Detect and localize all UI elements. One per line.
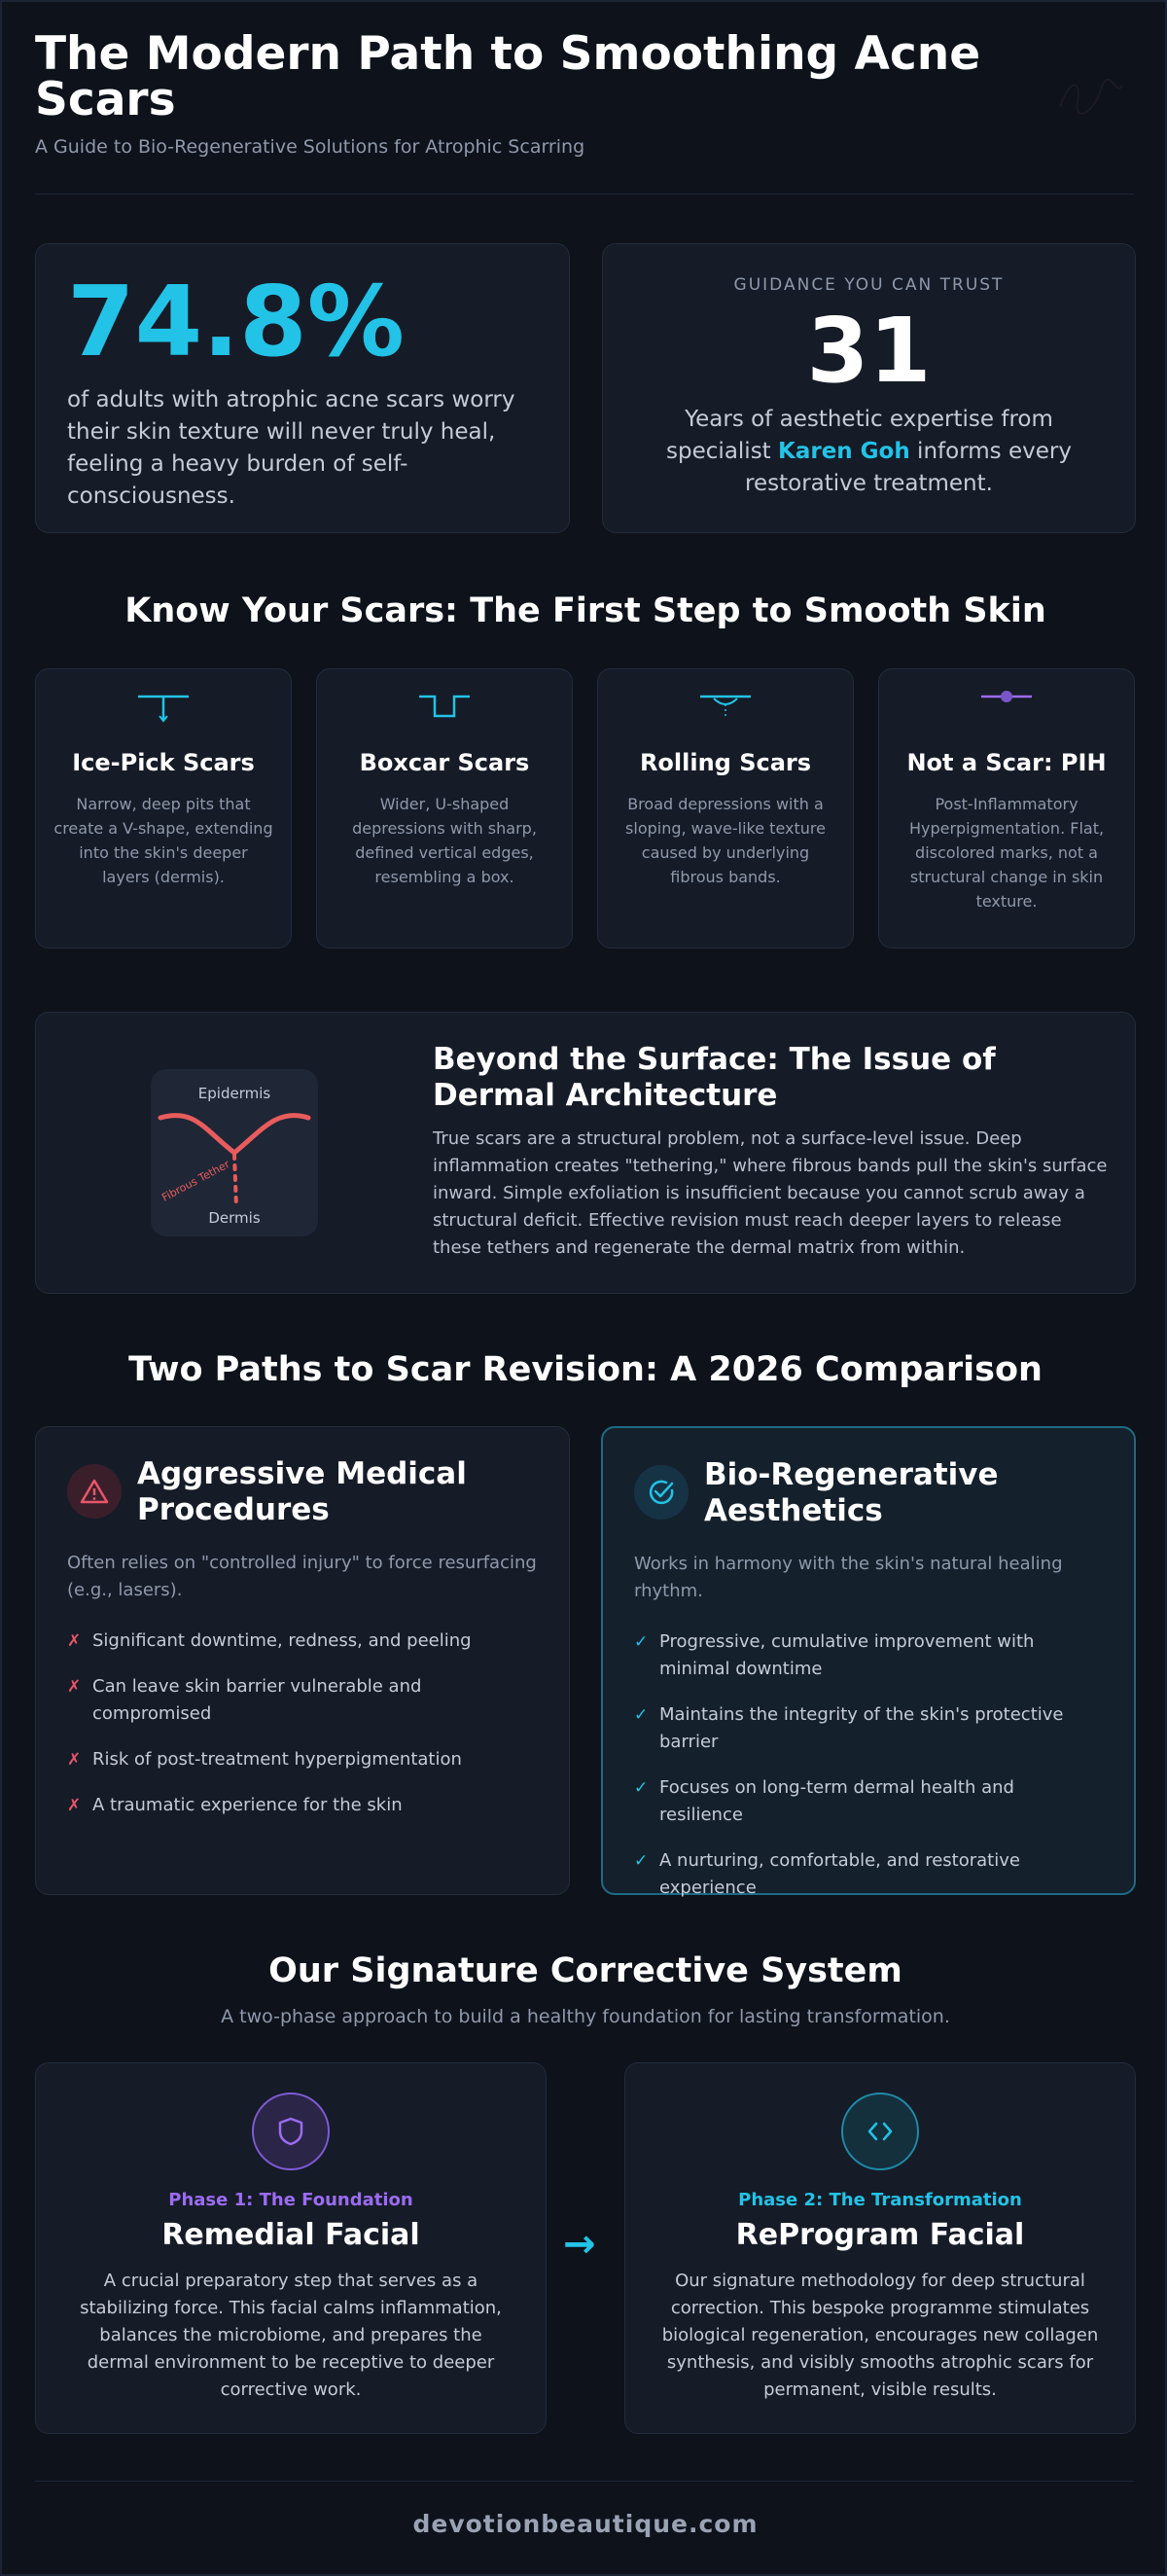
scars-section-title: Know Your Scars: The First Step to Smooth Skin <box>124 591 1046 630</box>
header <box>35 27 1134 158</box>
page-title: The Modern Path to Smoothing Acne Scars <box>35 27 981 126</box>
scar-card-ice-pick <box>35 668 292 948</box>
dermal-diagram <box>151 1069 318 1236</box>
check-mark-icon: ✓ <box>634 1778 649 1798</box>
page-subtitle: A Guide to Bio-Regenerative Solutions for Atrophic Scarring <box>35 136 585 158</box>
phase-title: Remedial Facial <box>161 2218 420 2252</box>
check-mark-icon: ✓ <box>634 1632 649 1652</box>
stat-card-concern <box>35 243 570 533</box>
system-title: Our Signature Corrective System <box>268 1951 902 1990</box>
phase-title: ReProgram Facial <box>735 2218 1025 2252</box>
arrow-right-icon: → <box>563 2222 596 2267</box>
pih-dot-icon <box>977 689 1036 728</box>
stat-description: of adults with atrophic acne scars worry their skin texture will never truly heal, feeling a heavy burden of self-consciousness. <box>67 387 515 509</box>
cross-mark-icon: ✗ <box>67 1631 82 1651</box>
list-item: ✗ Can leave skin barrier vulnerable and compromised <box>67 1673 538 1728</box>
comparison-right-title: Bio-Regenerative Aesthetics <box>704 1457 999 1528</box>
list-item: ✓ Maintains the integrity of the skin's protective barrier <box>634 1701 1103 1756</box>
comparison-aggressive-card <box>35 1426 570 1895</box>
scar-description: Broad depressions with a sloping, wave-like texture caused by underlying fibrous bands. <box>625 795 826 886</box>
tether-label: Fibrous Tether <box>159 1158 232 1204</box>
list-item: ✗ Significant downtime, redness, and peeling <box>67 1628 538 1655</box>
specialist-name: Karen Goh <box>778 439 910 464</box>
signature-logo-icon <box>1052 68 1130 126</box>
scar-description: Narrow, deep pits that create a V-shape, extending into the skin's deeper layers (dermis). <box>53 795 273 886</box>
phase-text: A crucial preparatory step that serves as a stabilizing force. This facial calms inflammation, balances the microbiome, and prepares the dermal environment to be receptive to deeper corrective work. <box>80 2271 502 2400</box>
phase-text: Our signature methodology for deep structural correction. This bespoke programme stimulates biological regeneration, encourages new collagen synthesis, and visibly smooths atrophic scars for permanent, visible results. <box>661 2271 1099 2400</box>
list-item: ✗ Risk of post-treatment hyperpigmentation <box>67 1746 538 1773</box>
phase-label: Phase 1: The Foundation <box>168 2190 413 2210</box>
stat-years: 31 <box>806 299 932 403</box>
scar-card-pih <box>878 668 1135 948</box>
list-item: ✗ A traumatic experience for the skin <box>67 1792 538 1819</box>
scar-title: Ice-Pick Scars <box>72 749 255 776</box>
code-brackets-icon <box>841 2093 919 2170</box>
rolling-scar-icon <box>696 689 755 728</box>
header-divider <box>35 194 1134 195</box>
phase-card-foundation <box>35 2062 547 2434</box>
cross-mark-icon: ✗ <box>67 1677 82 1697</box>
comparison-right-desc: Works in harmony with the skin's natural healing rhythm. <box>634 1554 1063 1601</box>
check-mark-icon: ✓ <box>634 1705 649 1725</box>
comparison-bio-card <box>601 1426 1136 1898</box>
scar-title: Not a Scar: PIH <box>906 749 1107 776</box>
comparison-left-title: Aggressive Medical Procedures <box>137 1456 467 1527</box>
dermal-title: Beyond the Surface: The Issue of Dermal Architecture <box>433 1042 996 1113</box>
comparison-left-desc: Often relies on "controlled injury" to force resurfacing (e.g., lasers). <box>67 1553 537 1600</box>
stat-percentage: 74.8% <box>67 265 405 378</box>
boxcar-scar-icon <box>415 689 474 728</box>
benefits-list <box>634 1628 1103 1902</box>
drawbacks-list <box>67 1628 538 1819</box>
stat-expertise-text <box>632 404 1106 500</box>
check-mark-icon: ✓ <box>634 1851 649 1871</box>
stat-eyebrow: GUIDANCE YOU CAN TRUST <box>733 275 1005 295</box>
check-circle-icon <box>634 1465 689 1520</box>
scar-title: Rolling Scars <box>639 749 812 776</box>
footer-divider <box>35 2481 1134 2482</box>
list-item: ✓ A nurturing, comfortable, and restorative experience <box>634 1847 1103 1902</box>
scar-card-boxcar <box>316 668 573 948</box>
dermis-label: Dermis <box>208 1209 261 1227</box>
scar-description: Wider, U-shaped depressions with sharp, defined vertical edges, resembling a box. <box>352 795 537 886</box>
dermal-text: True scars are a structural problem, not a surface-level issue. Deep inflammation creates "tethering," where fibrous bands pull the skin's surface inward. Simple exfoliation is insufficient because you cannot scrub away a structural deficit. Effective revision must reach deeper layers to release these tethers and regenerate the dermal matrix from within. <box>433 1128 1108 1258</box>
ice-pick-scar-icon <box>134 689 193 728</box>
list-item: ✓ Focuses on long-term dermal health and resilience <box>634 1774 1103 1829</box>
epidermis-label: Epidermis <box>197 1085 271 1102</box>
cross-mark-icon: ✗ <box>67 1750 82 1770</box>
scar-description: Post-Inflammatory Hyperpigmentation. Flat, discolored marks, not a structural change in skin texture. <box>908 795 1105 911</box>
stat-card-expertise <box>602 243 1136 533</box>
stat-text-before: Years of aesthetic expertise from specialist <box>666 407 1053 464</box>
comparison-title: Two Paths to Scar Revision: A 2026 Comparison <box>128 1350 1043 1389</box>
skin-tether-diagram <box>151 1069 318 1236</box>
cross-mark-icon: ✗ <box>67 1796 82 1815</box>
footer-website: devotionbeautique.com <box>412 2510 759 2538</box>
list-item: ✓ Progressive, cumulative improvement with minimal downtime <box>634 1628 1103 1683</box>
scar-title: Boxcar Scars <box>359 749 530 776</box>
stat-text-after: informs every restorative treatment. <box>745 439 1072 496</box>
scar-card-rolling <box>597 668 854 948</box>
phase-label: Phase 2: The Transformation <box>738 2190 1022 2210</box>
warning-icon <box>67 1464 122 1519</box>
system-subtitle: A two-phase approach to build a healthy foundation for lasting transformation. <box>221 2006 950 2027</box>
dermal-architecture-card <box>35 1012 1136 1294</box>
shield-icon <box>252 2093 330 2170</box>
phase-card-transformation <box>624 2062 1136 2434</box>
